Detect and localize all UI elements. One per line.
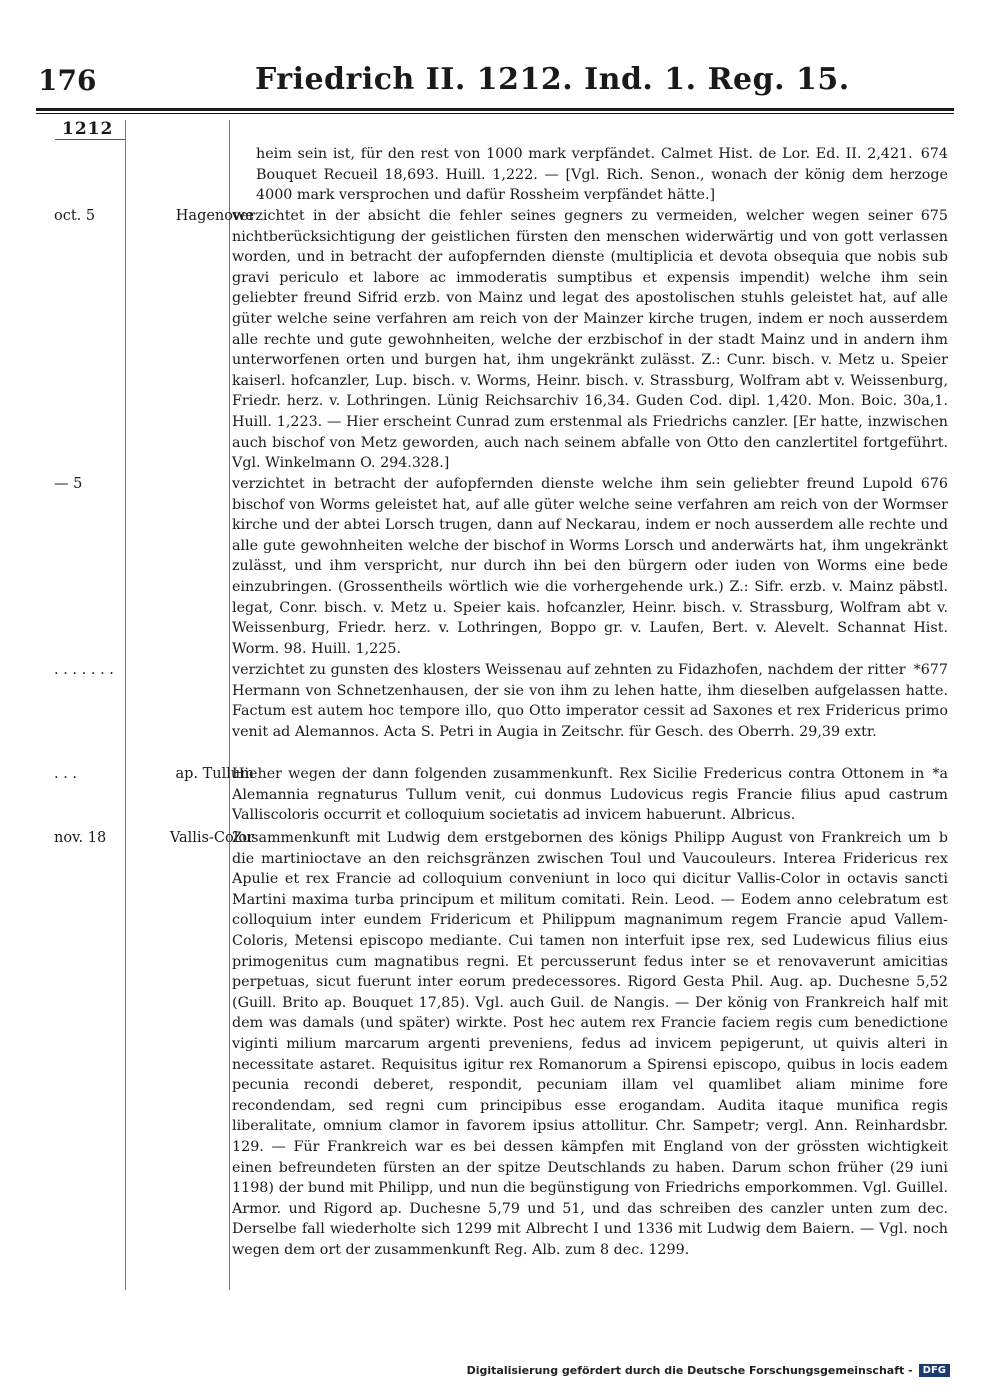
entry-number: *677 bbox=[913, 662, 948, 678]
header-rule-thick bbox=[36, 108, 954, 111]
entry-body bbox=[256, 144, 948, 206]
entry-body bbox=[232, 206, 948, 474]
entry-number: *a bbox=[932, 766, 948, 782]
entry-date: . . . . . . . bbox=[54, 662, 114, 678]
entry-place: Vallis-Color bbox=[169, 830, 254, 846]
entry-body bbox=[232, 764, 948, 826]
dfg-logo: DFG bbox=[919, 1364, 950, 1377]
year-label: 1212 bbox=[62, 119, 114, 139]
entry-place: Hagenowe bbox=[175, 208, 254, 224]
entry-date: oct. 5 bbox=[54, 208, 96, 224]
entry-number: 674 bbox=[920, 146, 948, 162]
entry-date: — 5 bbox=[54, 476, 83, 492]
entry-place: ap. Tullum bbox=[175, 766, 254, 782]
entry-text: heim sein ist, für den rest von 1000 mark verpfändet. Calmet Hist. de Lor. Ed. II. 2,421. Bouquet Recueil 18,693. Huill. 1,222. — [Vgl. Rich. Senon., wonach der könig dem herzoge 4000 mark versprochen und dafür Rossheim verpfändet hätte.] bbox=[256, 146, 948, 204]
footer-text: Digitalisierung gefördert durch die Deutsche Forschungsgemeinschaft - bbox=[466, 1364, 913, 1377]
column-divider-place bbox=[229, 120, 230, 1290]
entry-date: . . . bbox=[54, 766, 78, 782]
entry-text: Zusammenkunft mit Ludwig dem erstgebornen des königs Philipp August von Frankreich um die martinioctave an den reichsgränzen zwischen Toul und Vaucouleurs. Interea Fridericus rex Apulie et rex Francie ad colloquium conveniunt in loco qui dicitur Vallis-Color in octavis sancti Martini maxima turba principum et militum comitati. Rein. Leod. — Eodem anno celebratum est colloquium inter eundem Fridericum et Philippum magnanimum regem Francie apud Vallem-Coloris, Metensi episcopo mediante. Cui tamen non interfuit ipse rex, sed Ludewicus filius eius primogenitus cum magnatibus regni. Et percusserunt fedus inter se et renovaverunt amicitias perpetuas, sicut fuerunt inter eorum predecessores. Rigord Gesta Phil. Aug. ap. Duchesne 5,52 (Guill. Brito ap. Bouquet 17,85). Vgl. auch Guil. de Nangis. — Der könig von Frankreich half mit dem was damals (und später) wirkte. Post hec autem rex Francie faciem regis cum benedictione viginti milium marcarum argenti preveniens, fedus ad invicem pepigerunt, ut quivis alteri in necessitate astaret. Requisitus igitur rex Romanorum a Spirensi episcopo, quibus in locis eadem pecunia recondi deberet, respondit, pecuniam illam vel quamlibet aliam minime fore recondendam, sed regni cum principibus esse erogandam. Audita itaque munifica regis liberalitate, omnium clamor in favorem ipsius attollitur. Chr. Sampetr; vergl. Ann. Reinhardsbr. 129. — Für Frankreich war es bei dessen kämpfen mit England von der grössten wichtigkeit einen befreundeten fürsten an der spitze Deutschlands zu haben. Darum schon früher (29 iuni 1198) der bund mit Philipp, und nun die begünstigung von Friedrichs emporkommen. Vgl. Guillel. Armor. und Rigord ap. Duchesne 5,79 und 51, und das schreiben des canzler unten zum dec. Derselbe fall wiederholte sich 1299 mit Albrecht I und 1336 mit Ludwig dem Baiern. — Vgl. noch wegen dem ort der zusammenkunft Reg. Alb. zum 8 dec. 1299. bbox=[232, 830, 948, 1258]
entry-body bbox=[232, 660, 948, 742]
entry-date: nov. 18 bbox=[54, 830, 107, 846]
entry-text: verzichtet in betracht der aufopfernden dienste welche ihm sein geliebter freund Lupold bischof von Worms geleistet hat, auf alle güter welche seine verfahren am reich von der Wormser kirche und der abtei Lorsch trugen, dann auf Neckarau, indem er noch ausserdem alle rechte und alle gute gewohnheiten welche der bischof in Worms Lorsch und anderwärts hat, ihm ungekränkt zulässt, und ihm verspricht, nur durch ihn bei den bürgern oder iuden von Worms eine bede einzubringen. (Grossentheils wörtlich wie die vorhergehende urk.) Z.: Sifr. erzb. v. Mainz päbstl. legat, Conr. bisch. v. Metz u. Speier kais. hofcanzler, Heinr. bisch. v. Strassburg, Wolfram abt v. Weissenburg, Friedr. herz. v. Lothringen, Boppo gr. v. Laufen, Bert. v. Alevelt. Schannat Hist. Worm. 98. Huill. 1,225. bbox=[232, 476, 948, 657]
entry-number: 676 bbox=[920, 476, 948, 492]
digitization-footer bbox=[467, 1364, 950, 1377]
running-title: Friedrich II. 1212. Ind. 1. Reg. 15. bbox=[255, 62, 850, 97]
entry-number: b bbox=[938, 830, 948, 846]
entry-body bbox=[232, 474, 948, 659]
entry-text: verzichtet zu gunsten des klosters Weissenau auf zehnten zu Fidazhofen, nachdem der ritter Hermann von Schnetzenhausen, der sie von ihm zu lehen hatte, ihm dieselben aufgelassen hatte. Factum est autem hoc tempore illo, quo Otto imperator cessit ad Saxones et rex Fridericus primo venit ad Alemannos. Acta S. Petri in Augia in Zeitschr. für Gesch. des Oberrh. 29,39 extr. bbox=[232, 662, 948, 740]
entry-text: verzichtet in der absicht die fehler seines gegners zu vermeiden, welcher wegen seiner nichtberücksichtigung der geistlichen fürsten den menschen widerwärtig und von gott verlassen worden, und in betracht der aufopfernden dienste (multiplicia et devota obsequia que nobis sub gravi periculo et labore ac immoderatis sumptibus et expensis impendit) welche ihm sein geliebter freund Sifrid erzb. von Mainz und legat des apostolischen stuhls geleistet hat, auf alle güter welche seine verfahren am reich von der Mainzer kirche trugen, indem er noch ausserdem alle rechte und gute gewohnheiten, welche der erzbischof in der stadt Mainz und in andern ihm unterworfenen orten und burgen hat, ihm ungekränkt zulässt. Z.: Cunr. bisch. v. Metz u. Speier kaiserl. hofcanzler, Lup. bisch. v. Worms, Heinr. bisch. v. Strassburg, Wolfram abt v. Weissenburg, Friedr. herz. v. Lothringen. Lünig Reichsarchiv 16,34. Guden Cod. dipl. 1,420. Mon. Boic. 30a,1. Huill. 1,223. — Hier erscheint Cunrad zum erstenmal als Friedrichs canzler. [Er hatte, inzwischen auch bischof von Metz geworden, auch nach seinem abfalle von Otto den canzlertitel fortgeführt. Vgl. Winkelmann O. 294.328.] bbox=[232, 208, 948, 472]
header-rule-thin bbox=[36, 113, 954, 114]
entry-number: 675 bbox=[920, 208, 948, 224]
page-number: 176 bbox=[38, 64, 97, 97]
column-divider-date bbox=[125, 120, 126, 1290]
entry-body bbox=[232, 828, 948, 1260]
entry-text: Hieher wegen der dann folgenden zusammenkunft. Rex Sicilie Fredericus contra Ottonem in Alemannia regnaturus Tullum venit, cui donmus Ludovicus regis Francie filius apud castrum Valliscoloris occurrit et colloquium societatis ad invicem habuerunt. Albricus. bbox=[232, 766, 948, 824]
year-underline bbox=[55, 139, 125, 140]
